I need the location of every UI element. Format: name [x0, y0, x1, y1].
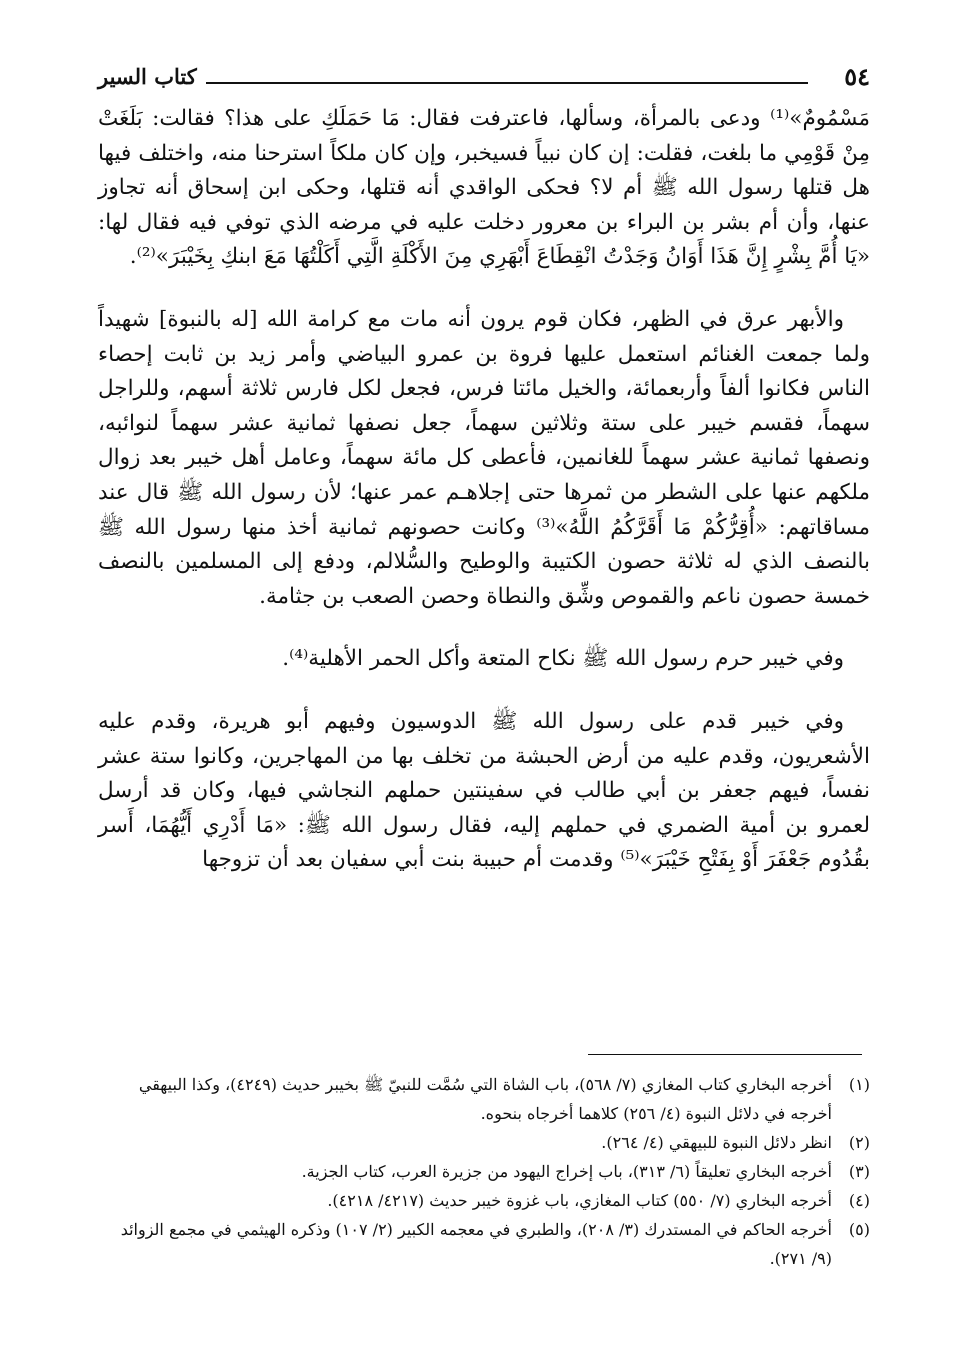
footnote-text: أخرجه البخاري كتاب المغازي (٧/ ٥٦٨)، باب الشاة التي سُمَّت للنبيّ ﷺ بخيبر حديث (٤٢٤٩)، وكذا البيهقي أخرجه في دلائل النبوة (٤/ ٢٥٦) كلاهما أخرجاه بنحوه.	[138, 1075, 832, 1123]
footnote-separator	[588, 1054, 862, 1055]
footnote	[112, 1215, 870, 1273]
footnote-text: أخرجه الحاكم في المستدرك (٣/ ٢٠٨)، والطبري في معجمه الكبير (٢/ ١٠٧) وذكره الهيثمي في مجمع الزوائد (٩/ ٢٧١).	[120, 1220, 832, 1268]
footnote-text: أخرجه البخاري (٧/ ٥٥٠) كتاب المغازي، باب غزوة خيبر حديث (٤٢١٧/ ٤٢١٨).	[327, 1191, 832, 1210]
header-rule	[206, 82, 808, 84]
paragraph: مَسْمُومٌ»⁽¹⁾ ودعى بالمرأة، وسألها، فاعترفت فقال: مَا حَمَلَكِ على هذا؟ فقالت: بَلَغَتْ مِنْ قَوْمِي ما بلغت، فقلت: إن كان نبياً فسيخبر، وإن كان ملكاً استرحنا منه، واختلف فيها هل قتلها رسول الله ﷺ أم لا؟ فحكى الواقدي أنه قتلها، وحكى ابن إسحاق أنه تجاوز عنها، وأن أم بشر بن البراء بن معرور دخلت عليه في مرضه الذي توفي فيه فقال لها: «يَا أُمَّ بِشْرٍ إِنَّ هَذَا أَوَانُ وَجَدْتُ انْقِطَاعَ أَبْهَرِي مِنَ الأَكْلَةِ الَّتِي أَكَلْتُهَا مَعَ ابنكِ بِخَيْبَرَ»⁽²⁾.	[98, 106, 870, 270]
paragraph: وفي خيبر حرم رسول الله ﷺ نكاح المتعة وأكل الحمر الأهلية⁽⁴⁾.	[282, 646, 844, 672]
footnote-text: انظر دلائل النبوة للبيهقي (٤/ ٢٦٤).	[601, 1133, 832, 1152]
main-text	[98, 102, 870, 878]
footnote-number: (١)	[848, 1075, 870, 1094]
page-number: ٥٤	[844, 62, 870, 91]
book-title: كتاب السير	[98, 64, 197, 89]
page-header	[98, 60, 870, 100]
footnote-number: (٤)	[848, 1191, 870, 1210]
footnote	[112, 1186, 870, 1215]
footnote-text: أخرجه البخاري تعليقاً (٦/ ٣١٣)، باب إخراج اليهود من جزيرة العرب، كتاب الجزية.	[301, 1162, 832, 1181]
footnote	[112, 1157, 870, 1186]
footnotes	[112, 1070, 870, 1273]
paragraph: وفي خيبر قدم على رسول الله ﷺ الدوسيون وفيهم أبو هريرة، وقدم عليه الأشعريون، وقدم عليه من أرض الحبشة من تخلف بها من المهاجرين، وكانوا ستة عشر نفساً، فيهم جعفر بن أبي طالب في سفينتين حملهم النجاشي فيها، وكان قد أرسل لعمرو بن أمية الضمري في حملهم إليه، فقال رسول الله ﷺ: «مَا أَدْرِي أَيُّهُمَا، أَسر بقُدُوم جَعْفَرَ أَوْ بِفَتْحِ خَيْبَرَ»⁽⁵⁾ وقدمت أم حبيبة بنت أبي سفيان بعد أن تزوجها	[98, 708, 870, 873]
footnote-number: (٢)	[848, 1133, 870, 1152]
footnote	[112, 1128, 870, 1157]
footnote	[112, 1070, 870, 1128]
paragraph: والأبهر عرق في الظهر، فكان قوم يرون أنه مات مع كرامة الله [له بالنبوة] شهيداً ولما جمعت الغنائم استعمل عليها فروة بن عمرو البياضي وأمر زيد بن ثابت إحصاء الناس فكانوا ألفاً وأربعمائة، والخيل مائتا فرس، فجعل لكل فارس ثلاثة أسهم، وللراجل سهماً، فقسم خيبر على ستة وثلاثين سهماً، جعل نصفها ثمانية عشر سهماً لنوائبه، ونصفها ثمانية عشر سهماً للغانمين، فأعطى كل مائة سهماً، وعامل أهل خيبر بعد زوال ملكهم عنها على الشطر من ثمرها حتى إجلاهـم عمر عنها؛ لأن رسول الله ﷺ قال عند مساقاتهم: «أُقِرُّكُمْ مَا أَقَرَّكُمُ اللَّهُ»⁽³⁾ وكانت حصونهم ثمانية أخذ منها رسول الله ﷺ بالنصف الذي له ثلاثة حصون الكتيبة والوطيح والسُّلالم، ودفع إلى المسلمين بالنصف خمسة حصون ناعم والقموص وشِّق والنطاة وحصن الصعب بن جثامة.	[98, 306, 870, 609]
footnote-number: (٥)	[848, 1220, 870, 1239]
footnote-number: (٣)	[848, 1162, 870, 1181]
